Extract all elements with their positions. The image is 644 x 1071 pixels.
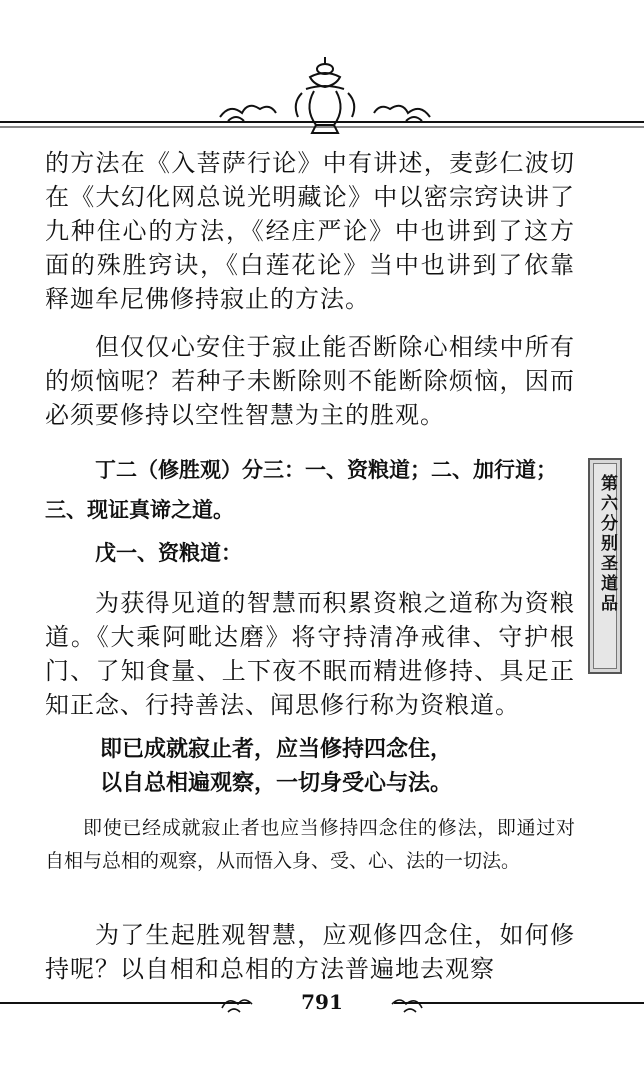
subsection-heading: 戊一、资粮道： [95, 541, 242, 565]
chapter-side-tab [588, 458, 622, 674]
commentary: 即使已经成就寂止者也应当修持四念住的修法，即通过对自相与总相的观察，从而悟入身、受、心、法的一切法。 [45, 817, 575, 872]
section-heading: 丁二（修胜观）分三：一、资粮道；二、加行道；三、现证真谛之道。 [45, 458, 557, 522]
paragraph-1: 的方法在《入菩萨行论》中有讲述，麦彭仁波切在《大幻化网总说光明藏论》中以密宗窍诀讲了九种住心的方法，《经庄严论》中也讲到了这方面的殊胜窍诀，《白莲花论》当中也讲到了依靠释迦牟尼佛修持寂止的方法。 [45, 149, 575, 313]
verse-line-2: 以自总相遍观察，一切身受心与法。 [100, 771, 453, 796]
verse-line-1: 即已成就寂止者，应当修持四念住， [100, 737, 453, 762]
page-number: 791 [301, 990, 343, 1014]
header-rule [0, 120, 644, 130]
paragraph-4: 为了生起胜观智慧，应观修四念住，如何修持呢？以自相和总相的方法普遍地去观察 [45, 921, 575, 983]
paragraph-3: 为获得见道的智慧而积累资粮之道称为资粮道。《大乘阿毗达磨》将守持清净戒律、守护根门、了知食量、上下夜不眠而精进修持、具足正知正念、行持善法、闻思修行称为资粮道。 [45, 589, 575, 719]
paragraph-2: 但仅仅心安住于寂止能否断除心相续中所有的烦恼呢？若种子未断除则不能断除烦恼，因而必须要修持以空性智慧为主的胜观。 [45, 333, 575, 429]
chapter-side-tab-label: 第六分别圣道品 [597, 474, 617, 614]
